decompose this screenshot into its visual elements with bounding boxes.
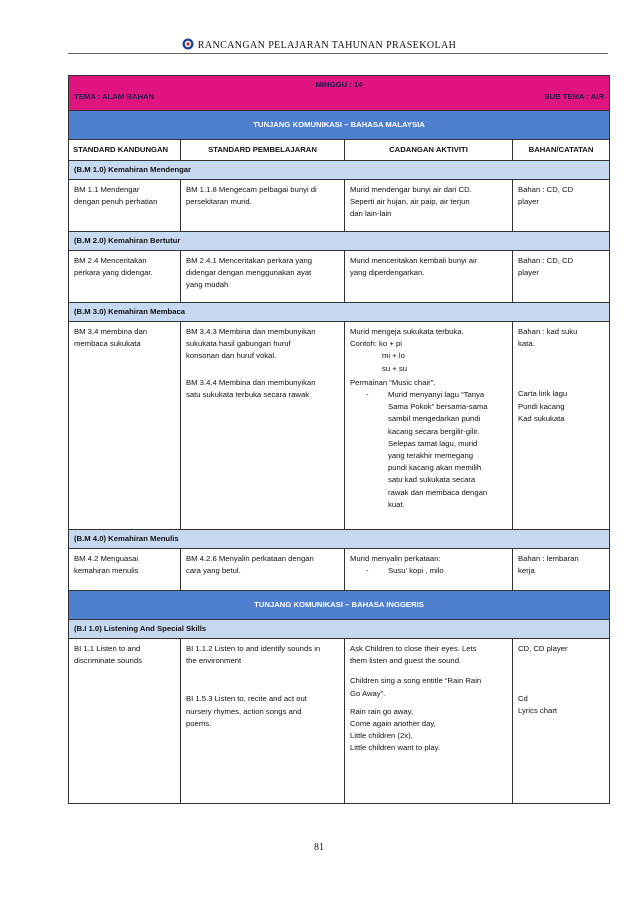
section-heading: (B.I 1.0) Listening And Special Skills (69, 620, 610, 639)
text-line: BM 2.4 Menceritakan (74, 256, 147, 265)
text-line: Permainan “Music chair”. (350, 377, 436, 387)
standard-pembelajaran-cell (181, 639, 345, 804)
text-line: konsonan dan huruf vokal. (186, 351, 277, 361)
aktiviti-cell (345, 549, 513, 591)
text-line: membaca sukukata (74, 339, 141, 349)
col-cadangan-aktiviti: CADANGAN AKTIVITI (345, 140, 513, 161)
text-line: player (518, 268, 539, 278)
page-number: 81 (314, 842, 324, 853)
section-heading-row (69, 530, 610, 549)
text-line: BM 1.1 Mendengar (74, 185, 140, 194)
text-line: kemahiran menulis (74, 566, 139, 576)
text-line: mi + lo (382, 351, 405, 361)
text-line: Cd (518, 694, 528, 704)
text-line: Susu’ kopi , milo (388, 566, 444, 576)
text-line: Murid menceritakan kembali bunyi air (350, 256, 478, 265)
text-line: persekitaran murid. (186, 197, 252, 207)
text-line: Murid mendengar bunyi air dari CD. (350, 185, 472, 194)
bahan-cell (513, 251, 610, 303)
text-line: pundi kacang akan memilih (388, 463, 482, 473)
text-line: the environment (186, 656, 242, 666)
text-line: kata. (518, 339, 535, 349)
text-line: BM 3.4.3 Membina dan membunyikan (186, 327, 316, 336)
text-line: BM 4.2.6 Menyalin perkataan dengan (186, 554, 314, 563)
text-line: them listen and guest the sound. (350, 656, 462, 666)
text-line: Bahan : CD, CD (518, 256, 574, 265)
text-line: Come again another day, (350, 719, 436, 729)
text-line: Bahan : CD, CD (518, 185, 574, 194)
text-line: satu kad sukukata secara (388, 475, 476, 485)
text-line: BM 3.4 membina dan (74, 327, 148, 336)
text-line: CD, CD player (518, 644, 568, 653)
text-line: Contoh: ko + pi (350, 339, 402, 349)
text-line: Sama Pokok” bersama-sama (388, 402, 488, 412)
text-line: BM 3.4.4 Membina dan membunyikan (186, 377, 316, 387)
bahan-cell (513, 639, 610, 804)
text-line: kuat. (388, 499, 405, 509)
text-line: Selepas tamat lagu, murid (388, 438, 478, 448)
tunjang-bm-row (69, 111, 610, 140)
text-line: Go Away”. (350, 688, 386, 698)
text-line: Murid menyalin perkataan: (350, 554, 441, 563)
text-line: nursery rhymes, action songs and (186, 706, 302, 716)
text-line: kerja (518, 566, 535, 576)
text-line: Lyrics chart (518, 706, 558, 716)
text-line: Bahan : kad suku (518, 327, 578, 336)
text-line: Kad sukukata (518, 413, 565, 423)
section-heading-row (69, 161, 610, 180)
standard-kandungan-cell (69, 251, 181, 303)
aktiviti-cell (345, 180, 513, 232)
text-line: Children sing a song entitle “Rain Rain (350, 676, 482, 686)
text-line: Bahan : lembaran (518, 554, 579, 563)
text-line: cara yang betul. (186, 566, 241, 576)
col-bahan-catatan: BAHAN/CATATAN (513, 140, 610, 161)
standard-pembelajaran-cell (181, 251, 345, 303)
section-heading-row (69, 303, 610, 322)
table-row (69, 639, 610, 804)
text-line: Rain rain go away, (350, 706, 414, 716)
standard-pembelajaran-cell (181, 322, 345, 530)
tunjang-bm-heading: TUNJANG KOMUNIKASI – BAHASA MALAYSIA (69, 111, 610, 140)
text-line: Seperti air hujan, air paip, air terjun (350, 197, 470, 207)
text-line: discriminate sounds (74, 656, 142, 666)
text-line: player (518, 197, 539, 207)
text-line: dengan penuh perhatian (74, 197, 158, 207)
text-line: BM 1.1.8 Mengecam pelbagai bunyi di (186, 185, 317, 194)
text-line: kacang secara bergilir-gilir. (388, 426, 480, 436)
aktiviti-cell (345, 639, 513, 804)
section-heading: (B.M 3.0) Kemahiran Membaca (69, 303, 610, 322)
week-title: MINGGU : 14 (315, 80, 363, 89)
col-standard-pembelajaran: STANDARD PEMBELAJARAN (181, 140, 345, 161)
list-item (350, 565, 507, 577)
section-heading-row (69, 232, 610, 251)
text-line: su + su (382, 363, 407, 373)
table-row (69, 322, 610, 530)
list-item (350, 389, 507, 511)
text-line: yang terakhir memegang (388, 451, 474, 461)
standard-kandungan-cell (69, 180, 181, 232)
text-line: Murid mengeja sukukata terbuka. (350, 327, 464, 336)
section-heading-row (69, 620, 610, 639)
table-row (69, 549, 610, 591)
text-line: yang diperdengarkan. (350, 268, 425, 278)
table-row (69, 180, 610, 232)
text-line: satu sukukata terbuka secara rawak (186, 389, 310, 399)
text-line: BM 2.4.1 Menceritakan perkara yang (186, 256, 313, 265)
text-line: sambil mengedarkan pundi (388, 414, 481, 424)
col-standard-kandungan: STANDARD KANDUNGAN (69, 140, 181, 161)
header-rule (68, 53, 608, 54)
section-heading: (B.M 2.0) Kemahiran Bertutur (69, 232, 610, 251)
standard-pembelajaran-cell (181, 180, 345, 232)
text-line: BI 1.5.3 Listen to, recite and act out (186, 694, 307, 704)
header-title: RANCANGAN PELAJARAN TAHUNAN PRASEKOLAH (197, 40, 457, 51)
column-header-row (69, 140, 610, 161)
text-line: Murid menyanyi lagu “Tanya (388, 390, 485, 400)
school-crest-icon (182, 38, 194, 50)
table-row (69, 251, 610, 303)
bahan-cell (513, 180, 610, 232)
bahan-cell (513, 549, 610, 591)
text-line: perkara yang didengar. (74, 268, 153, 278)
text-line: Little children (2x), (350, 731, 413, 741)
standard-kandungan-cell (69, 322, 181, 530)
text-line: Little children want to play. (350, 743, 441, 753)
bullet-dash: - (366, 390, 369, 400)
bahan-cell (513, 322, 610, 530)
text-line: rawak dan membaca dengan (388, 487, 488, 497)
text-line: yang mudah (186, 280, 229, 290)
text-line: Carta lirik lagu (518, 389, 568, 399)
text-line: BI 1.1.2 Listen to and identify sounds in (186, 644, 321, 653)
standard-kandungan-cell (69, 639, 181, 804)
week-row (69, 76, 610, 111)
tunjang-bi-heading: TUNJANG KOMUNIKASI – BAHASA INGGERIS (69, 591, 610, 620)
theme-label: TEMA : ALAM BAHAN (74, 92, 155, 102)
section-heading: (B.M 1.0) Kemahiran Mendengar (69, 161, 610, 180)
standard-pembelajaran-cell (181, 549, 345, 591)
aktiviti-cell (345, 322, 513, 530)
subtheme-label: SUB TEMA : AIR (544, 92, 605, 102)
text-line: didengar dengan menggunakan ayat (186, 268, 312, 278)
text-line: poems. (186, 718, 212, 728)
standard-kandungan-cell (69, 549, 181, 591)
text-line: BI 1.1 Listen to and (74, 644, 141, 653)
section-heading: (B.M 4.0) Kemahiran Menulis (69, 530, 610, 549)
page-header (0, 38, 638, 51)
text-line: sukukata hasil gabungan huruf (186, 339, 291, 349)
tunjang-bi-row (69, 591, 610, 620)
text-line: Pundi kacang (518, 401, 565, 411)
bullet-dash: - (366, 566, 369, 576)
text-line: Ask Children to close their eyes. Lets (350, 644, 477, 653)
text-line: BM 4.2 Menguasai (74, 554, 139, 563)
text-line: dan lain-lain (350, 209, 392, 219)
aktiviti-cell (345, 251, 513, 303)
lesson-plan-table (68, 75, 610, 804)
